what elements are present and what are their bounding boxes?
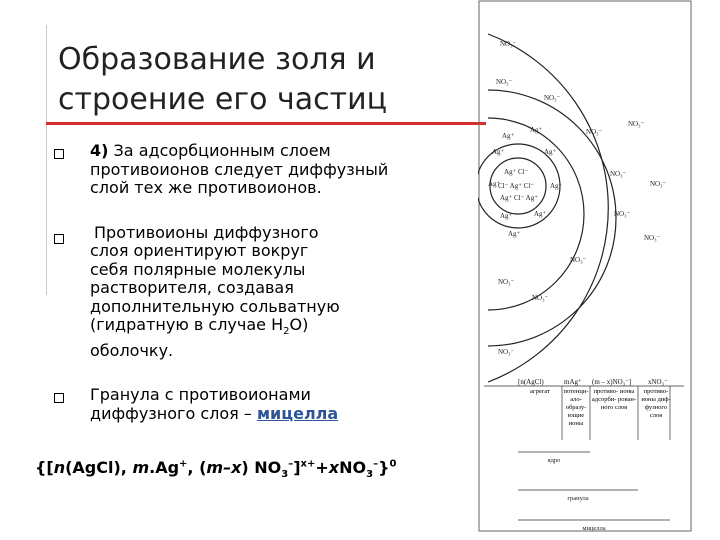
label-core: ядро	[547, 457, 561, 464]
bullet-text-1: 4) За адсорбционным слоем противоионов следует диффузный слой тех же противоионов.	[90, 141, 389, 197]
ion-label: NO₃⁻	[628, 120, 645, 128]
table-head-diffuse: xNO₃⁻	[648, 378, 668, 386]
page-title: Образование золя и строение его частиц	[58, 42, 388, 117]
bullet-marker-1	[54, 149, 64, 159]
ion-label: NO₃⁻	[498, 348, 515, 356]
ion-label: NO₃⁻	[496, 78, 513, 86]
col-diffuse: противо- ионы диф- фузного слоя	[641, 388, 671, 419]
ion-label: NO₃⁻	[650, 180, 667, 188]
table-head-adsorbed: (m – x)NO₃⁻]	[592, 378, 632, 386]
svg-text:Ag⁺ Cl⁻ Ag⁺: Ag⁺ Cl⁻ Ag⁺	[500, 194, 538, 202]
ion-label: NO₃⁻	[614, 210, 631, 218]
svg-text:Cl⁻ Ag⁺ Cl⁻: Cl⁻ Ag⁺ Cl⁻	[498, 182, 534, 190]
svg-text:Ag⁺: Ag⁺	[500, 212, 513, 220]
label-granule: гранула	[567, 495, 589, 502]
svg-text:Ag⁺: Ag⁺	[530, 126, 543, 134]
svg-text:Ag⁺: Ag⁺	[534, 210, 547, 218]
slide-left-rule	[46, 25, 47, 295]
ion-label: NO₃⁻	[610, 170, 627, 178]
svg-text:Ag⁺: Ag⁺	[488, 180, 501, 188]
bullet-marker-2	[54, 234, 64, 244]
col-aggregate: агрегат	[530, 388, 550, 395]
svg-text:Ag⁺: Ag⁺	[544, 148, 557, 156]
bullet-marker-3	[54, 393, 64, 403]
diffuse-boundary-arc	[488, 34, 608, 382]
bullet-text-2-cont: слоя ориентируют вокруг себя полярные молекулы растворителя, создавая дополнительную сольватную (гидратную в случае $Н_2О$) оболочку.	[90, 241, 340, 360]
svg-text:Ag⁺: Ag⁺	[550, 182, 563, 190]
ion-label: NO₃⁻	[586, 128, 603, 136]
table-head-potential: mAg⁺	[564, 378, 582, 386]
micelle-structure-diagram	[478, 0, 720, 540]
ion-label: NO₃⁻	[500, 40, 517, 48]
bullet-text-2: Противоионы диффузного	[94, 223, 319, 242]
ion-label: NO₃⁻	[644, 234, 661, 242]
svg-text:Ag⁺ Cl⁻: Ag⁺ Cl⁻	[504, 168, 529, 176]
ion-label: NO₃⁻	[570, 256, 587, 264]
svg-text:Ag⁺: Ag⁺	[502, 132, 515, 140]
ion-label: NO₃⁻	[544, 94, 561, 102]
table-head-aggregate: [n(AgCl)	[518, 378, 544, 386]
bullet-text-3: Гранула с противоионами диффузного слоя – мицелла	[90, 385, 339, 423]
col-adsorbed: противо- ионы адсорби- рован- ного слоя	[591, 388, 637, 411]
micelle-formula: {[n(AgCl), m.Ag+, (m–x) $NO_3^-]^{x+}+xNO_3^-\}^0$	[35, 458, 397, 481]
title-underline	[46, 122, 486, 125]
col-potential: потенци- ало- образу- ющие ионы	[563, 388, 589, 427]
label-micelle: мицелла	[582, 525, 606, 532]
micella-term: мицелла	[256, 403, 339, 423]
ion-label: NO₃⁻	[498, 278, 515, 286]
ion-label: NO₃⁻	[532, 294, 549, 302]
svg-text:Ag⁺: Ag⁺	[508, 230, 521, 238]
svg-text:Ag⁺: Ag⁺	[492, 148, 505, 156]
